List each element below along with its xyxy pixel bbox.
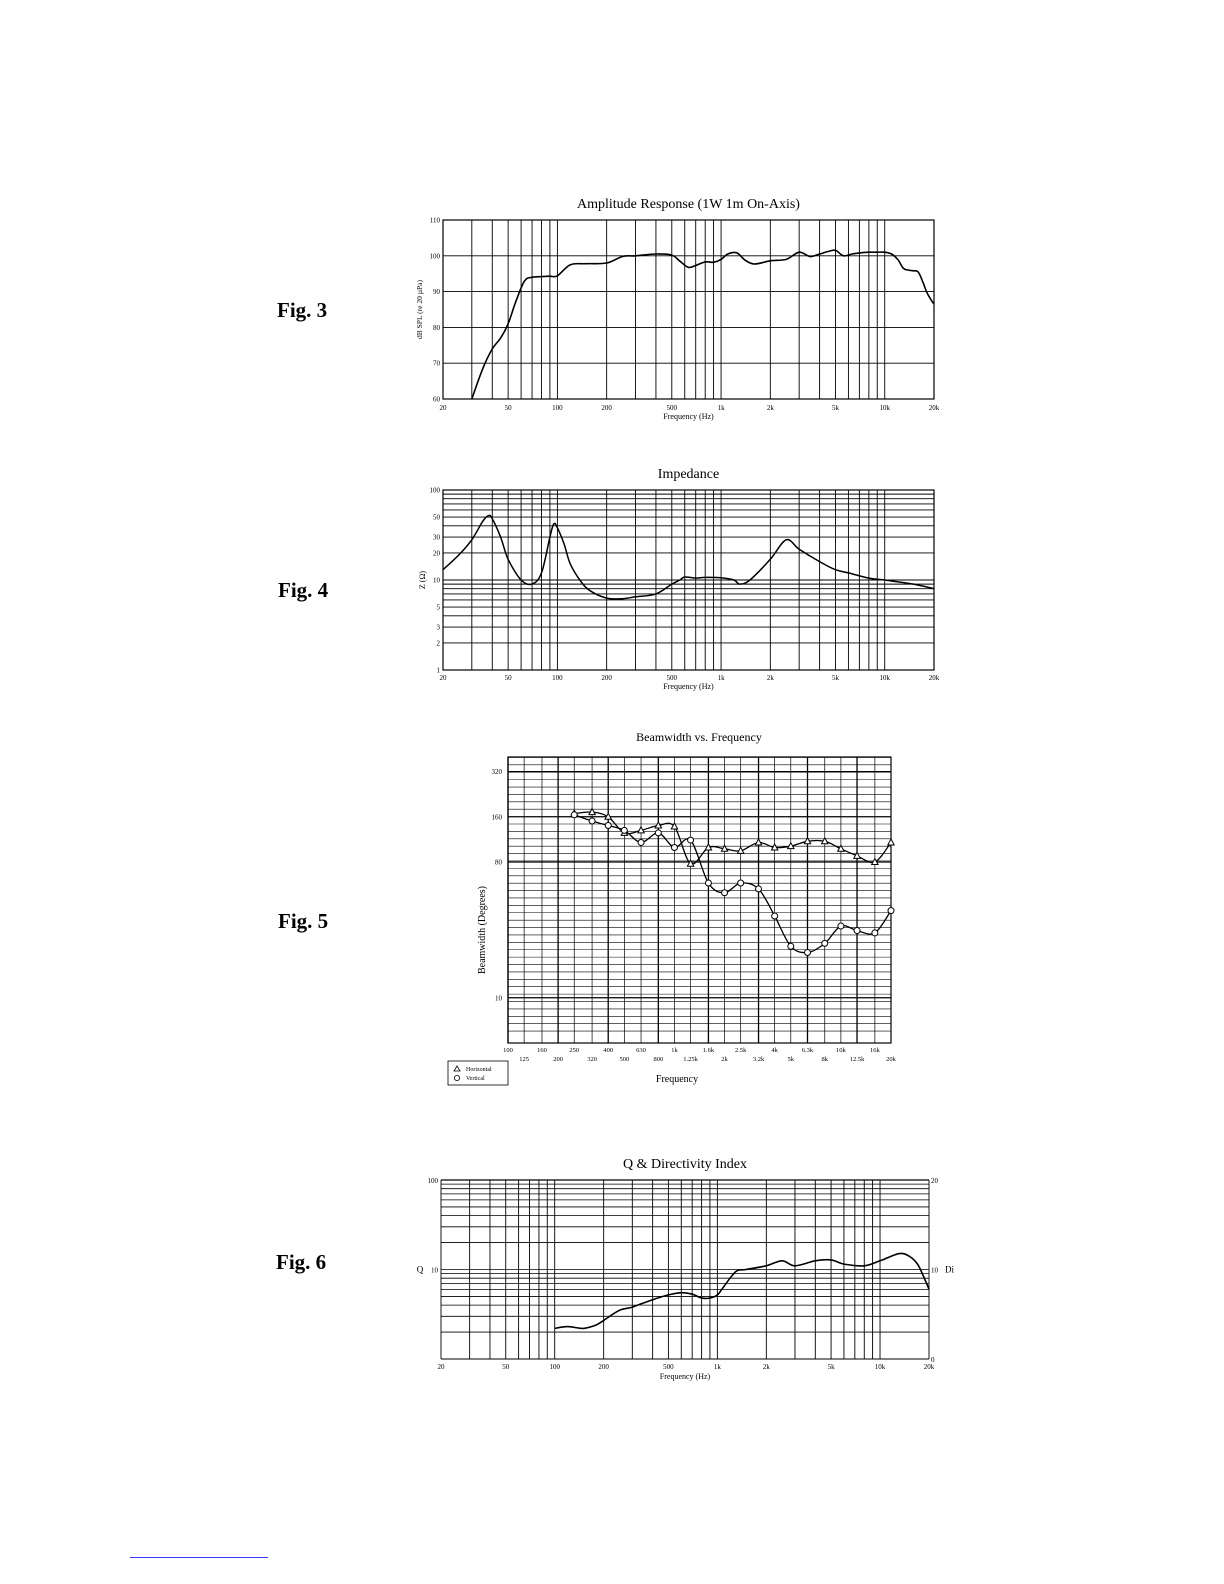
fig6-xtick-label: 100 (549, 1363, 560, 1371)
fig6-xtick-label: 10k (874, 1363, 886, 1371)
fig6-xtick-label: 5k (827, 1363, 835, 1371)
fig5-point-vertical (605, 823, 611, 829)
fig4-ytick-label: 3 (436, 623, 440, 632)
fig5-point-vertical (872, 930, 878, 936)
fig6-y2tick-label: 20 (931, 1177, 938, 1185)
fig4-ytick-label: 50 (433, 513, 440, 522)
fig6-y2tick-label: 10 (931, 1266, 938, 1275)
fig3-ytick-label: 90 (433, 288, 440, 297)
fig5-xtick-label-bottom: 12.5k (849, 1056, 865, 1063)
fig6-title: Q & Directivity Index (622, 1157, 748, 1172)
fig4-ytick-label: 10 (433, 576, 440, 585)
fig5-point-vertical (804, 950, 810, 956)
fig5-xtick-label-top: 1k (671, 1047, 678, 1054)
fig3-ytick-label: 100 (429, 252, 440, 261)
fig4-ylabel: Z (Ω) (418, 570, 427, 590)
fig-6-label: Fig. 6 (276, 1250, 327, 1274)
fig6-y2tick-label: 0 (931, 1356, 935, 1364)
fig3-xlabel: Frequency (Hz) (663, 412, 714, 421)
fig5-xtick-label-top: 2.5k (734, 1047, 747, 1054)
fig5-ytick-label: 10 (495, 994, 502, 1003)
fig5-xtick-label-top: 400 (603, 1047, 614, 1054)
fig5-point-vertical (772, 913, 778, 919)
fig5-xtick-label-top: 250 (569, 1047, 580, 1054)
fig5-point-vertical (688, 837, 694, 843)
fig3-xtick-label: 5k (831, 404, 839, 412)
fig5-xtick-label-top: 630 (636, 1047, 646, 1054)
fig3-ytick-label: 80 (433, 323, 440, 332)
fig6-xtick-label: 20 (437, 1363, 445, 1371)
fig5-point-vertical (638, 839, 644, 845)
fig5-frame (508, 757, 891, 1043)
fig6-ytick-label: 10 (431, 1266, 438, 1275)
fig5-series-line-horizontal (574, 812, 891, 864)
fig4-xtick-label: 20k (928, 674, 940, 682)
fig6-xtick-label: 200 (598, 1363, 609, 1371)
fig5-xtick-label-top: 100 (503, 1047, 513, 1054)
fig3-xtick-label: 1k (717, 404, 725, 412)
fig4-xtick-label: 10k (879, 674, 890, 682)
fig4-xtick-label: 1k (717, 674, 725, 682)
fig6-xtick-label: 20k (923, 1363, 935, 1371)
fig5-ylabel: Beamwidth (Degrees) (477, 885, 488, 975)
fig4-xtick-label: 500 (666, 674, 678, 682)
fig3-xtick-label: 50 (504, 404, 512, 412)
fig4-ytick-label: 1 (436, 666, 440, 675)
fig5-xtick-label-bottom: 125 (519, 1056, 530, 1063)
fig6-xtick-label: 1k (713, 1363, 721, 1371)
fig3-xtick-label: 20k (928, 404, 940, 412)
fig4-ytick-label: 20 (433, 549, 440, 558)
fig5-xlabel: Frequency (655, 1074, 699, 1085)
fig5-xtick-label-bottom: 20k (886, 1056, 896, 1063)
fig6-xlabel: Frequency (Hz) (659, 1372, 711, 1381)
fig6-y2label: Di (945, 1264, 954, 1275)
fig3-ytick-label: 110 (429, 216, 440, 225)
fig3-xtick-label: 500 (666, 404, 678, 412)
fig5-point-vertical (788, 943, 794, 949)
fig4-xtick-label: 5k (831, 674, 839, 682)
fig5-xtick-label-bottom: 2k (721, 1056, 728, 1063)
fig5-point-vertical (888, 908, 894, 914)
fig4-xtick-label: 2k (766, 674, 774, 682)
fig4-xlabel: Frequency (Hz) (663, 682, 714, 691)
fig5-point-vertical (722, 890, 728, 896)
fig5-point-vertical (589, 818, 595, 824)
fig4-ytick-label: 5 (436, 603, 440, 612)
fig5-xtick-label-top: 6.3k (801, 1047, 814, 1054)
fig-3-label: Fig. 3 (277, 298, 328, 322)
fig5-ytick-label: 160 (491, 813, 502, 822)
fig4-xtick-label: 100 (552, 674, 563, 682)
fig3-ytick-label: 70 (433, 359, 440, 368)
fig5-point-vertical (738, 880, 744, 886)
fig3-title: Amplitude Response (1W 1m On-Axis) (577, 197, 800, 212)
fig5-legend-circle-icon (454, 1075, 459, 1080)
fig3-xtick-label: 200 (601, 404, 612, 412)
fig5-xtick-label-bottom: 320 (587, 1056, 597, 1063)
fig5-point-vertical (571, 812, 577, 818)
fig5-xtick-label-bottom: 8k (821, 1056, 829, 1063)
fig5-xtick-label-bottom: 5k (787, 1056, 795, 1063)
fig5-xtick-label-bottom: 500 (619, 1056, 630, 1063)
fig3-xtick-label: 2k (766, 404, 774, 412)
fig4-ytick-label: 30 (433, 533, 440, 542)
fig3-xtick-label: 20 (439, 404, 447, 412)
fig5-point-vertical (854, 928, 860, 934)
fig6-ylabel: Q (416, 1264, 424, 1275)
fig3-ylabel: dB SPL (re 20 µPa) (415, 279, 424, 340)
fig6-xtick-label: 500 (663, 1363, 674, 1371)
fig5-point-vertical (838, 923, 844, 929)
fig5-ytick-label: 80 (495, 858, 502, 867)
fig5-point-vertical (822, 940, 828, 946)
fig5-xtick-label-bottom: 800 (653, 1056, 664, 1063)
fig5-xtick-label-bottom: 200 (553, 1056, 563, 1063)
fig4-xtick-label: 50 (504, 674, 512, 682)
fig3-ytick-label: 60 (433, 395, 440, 404)
fig5-legend-vertical: Vertical (466, 1076, 485, 1082)
fig-5-label: Fig. 5 (278, 909, 329, 933)
fig3-xtick-label: 10k (879, 404, 890, 412)
fig5-title: Beamwidth vs. Frequency (636, 730, 762, 744)
footer-rule (130, 1557, 268, 1558)
fig-4-label: Fig. 4 (278, 578, 329, 602)
fig5-xtick-label-top: 10k (836, 1047, 846, 1054)
fig6-ytick-label: 100 (427, 1177, 438, 1185)
fig4-xtick-label: 200 (601, 674, 612, 682)
fig5-ytick-label: 320 (491, 768, 502, 777)
fig5-point-vertical (655, 830, 661, 836)
fig5-xtick-label-top: 160 (537, 1047, 547, 1054)
fig4-ytick-label: 2 (436, 639, 440, 648)
fig4-impedance-line (443, 515, 934, 599)
fig5-xtick-label-bottom: 3.2k (752, 1056, 765, 1063)
fig5-xtick-label-top: 4k (771, 1047, 778, 1054)
fig4-xtick-label: 20 (439, 674, 447, 682)
fig5-point-vertical (671, 844, 677, 850)
fig5-point-vertical (621, 827, 627, 833)
fig5-point-vertical (705, 880, 711, 886)
fig6-xtick-label: 50 (502, 1363, 510, 1371)
fig4-title: Impedance (657, 467, 720, 482)
fig3-frame (443, 220, 934, 399)
fig5-point-vertical (756, 886, 762, 892)
fig5-xtick-label-top: 16k (869, 1047, 880, 1054)
fig4-ytick-label: 100 (429, 486, 440, 495)
fig5-xtick-label-bottom: 1.25k (683, 1056, 698, 1063)
fig5-xtick-label-top: 1.6k (702, 1047, 715, 1054)
fig3-xtick-label: 100 (552, 404, 563, 412)
fig5-point-horizontal (888, 839, 894, 845)
fig6-xtick-label: 2k (762, 1363, 770, 1371)
fig5-legend-horizontal: Horizontal (466, 1067, 492, 1073)
